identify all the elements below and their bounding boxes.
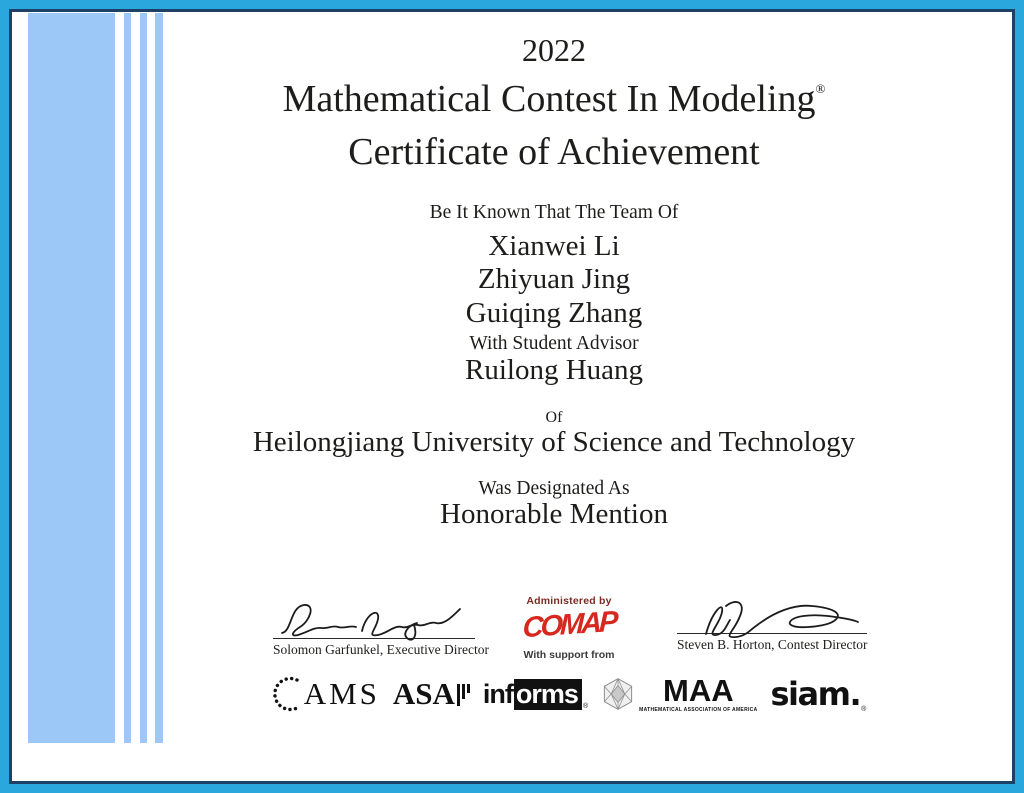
ams-logo-text: AMS <box>303 676 380 711</box>
executive-director-signature-block <box>273 597 489 658</box>
certificate-inner-frame <box>9 9 1015 784</box>
maa-sphere-icon <box>601 677 635 711</box>
designation-awarded: Honorable Mention <box>440 498 668 530</box>
ams-dotted-arc-icon <box>268 675 302 713</box>
contest-title-text: Mathematical Contest In Modeling <box>282 78 816 120</box>
of-label: Of <box>545 409 563 426</box>
maa-logo-text: MAA <box>663 673 734 708</box>
contest-year: 2022 <box>522 32 586 68</box>
asa-logo-text: ASA <box>392 676 455 711</box>
contest-director-caption: Steven B. Horton, Contest Director <box>677 637 868 652</box>
registered-trademark-mark: ® <box>861 706 867 713</box>
asa-bars-icon <box>457 684 470 706</box>
decor-stripe-thin-1 <box>124 13 131 743</box>
comap-logo: COMAP <box>522 605 616 645</box>
team-member-list <box>159 230 949 330</box>
maa-logo-subtext: MATHEMATICAL ASSOCIATION OF AMERICA <box>639 707 758 713</box>
siam-logo-text: siam. <box>770 675 861 713</box>
asa-logo <box>393 676 470 712</box>
team-member-name: Xianwei Li <box>488 230 620 262</box>
informs-logo-prefix: inf <box>482 678 513 709</box>
maa-logo <box>601 675 757 713</box>
informs-logo-box: orms <box>514 679 582 710</box>
ams-logo <box>268 675 380 713</box>
registered-trademark-mark: ® <box>582 702 589 710</box>
advisor-label: With Student Advisor <box>469 333 639 354</box>
team-intro-label: Be It Known That The Team Of <box>429 202 679 223</box>
advisor-name: Ruilong Huang <box>464 354 644 386</box>
contest-title <box>159 78 949 122</box>
executive-director-signature-icon <box>276 597 472 643</box>
comap-block <box>510 595 628 661</box>
institution-name: Heilongjiang University of Science and Technology <box>252 426 856 458</box>
decor-stripe-thin-2 <box>140 13 147 743</box>
team-member-name: Zhiyuan Jing <box>477 263 631 296</box>
designation-label: Was Designated As <box>478 478 630 499</box>
team-member-name: Guiqing Zhang <box>465 296 643 329</box>
sponsor-logos-row <box>172 670 962 718</box>
decor-stripe-wide <box>28 13 115 743</box>
certificate-content <box>159 12 949 781</box>
executive-director-caption: Solomon Garfunkel, Executive Director <box>273 642 489 657</box>
registered-trademark-mark: ® <box>815 81 826 96</box>
administered-by-label: Administered by <box>526 595 612 607</box>
signature-line <box>273 638 475 639</box>
contest-director-signature-icon <box>682 590 862 638</box>
siam-logo <box>771 675 867 713</box>
certificate-subtitle: Certificate of Achievement <box>348 131 760 173</box>
informs-logo <box>483 679 588 710</box>
with-support-from-label: With support from <box>523 649 615 661</box>
contest-director-signature-block <box>677 590 867 653</box>
